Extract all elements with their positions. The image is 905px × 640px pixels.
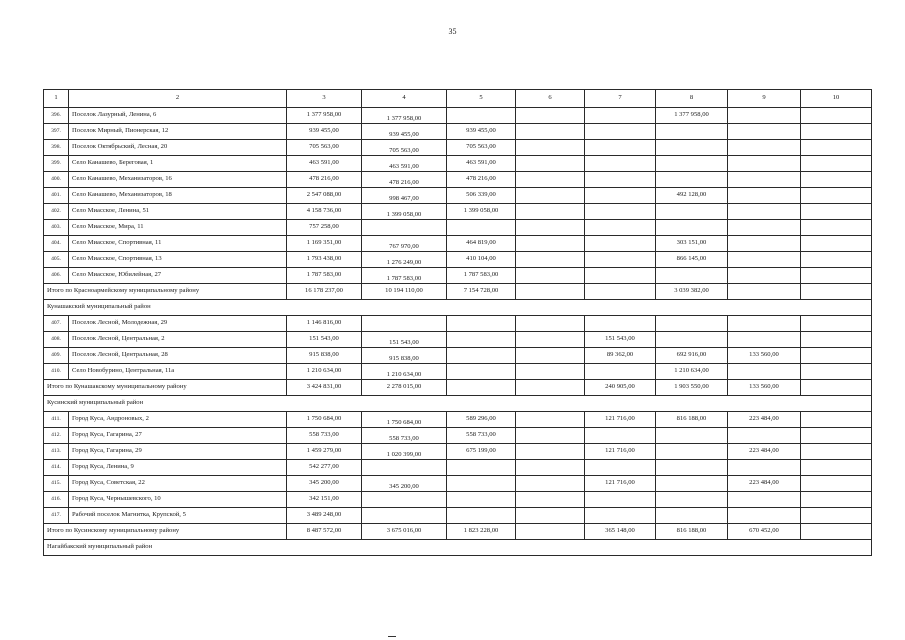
table-row (44, 220, 872, 236)
amount-cell-c4: 151 543,00 (362, 332, 447, 348)
amount-cell-c3: 8 487 572,00 (287, 524, 362, 540)
amount-cell-c6 (516, 188, 585, 204)
amount-cell-c8 (656, 204, 728, 220)
amount-cell-c9: 223 484,00 (728, 412, 801, 428)
address-cell: Поселок Лесной, Центральная, 2 (69, 332, 287, 348)
amount-cell-c8 (656, 428, 728, 444)
table-row (44, 444, 872, 460)
column-header: 5 (447, 90, 516, 108)
amount-cell-c7 (585, 268, 656, 284)
amount-cell-c4 (362, 220, 447, 236)
table-row (44, 492, 872, 508)
amount-cell-c4: 1 750 684,00 (362, 412, 447, 428)
amount-cell-c7 (585, 252, 656, 268)
amount-cell-c5 (447, 508, 516, 524)
table-row (44, 460, 872, 476)
amount-cell-c7 (585, 284, 656, 300)
amount-cell-c4: 998 467,00 (362, 188, 447, 204)
amount-cell-c3: 1 146 816,00 (287, 316, 362, 332)
table-row (44, 156, 872, 172)
amount-cell-c9: 133 560,00 (728, 348, 801, 364)
amount-cell-c6 (516, 220, 585, 236)
amount-cell-c4: 1 020 399,00 (362, 444, 447, 460)
amount-cell-c8: 866 145,00 (656, 252, 728, 268)
row-number: 410. (44, 364, 69, 380)
amount-cell-c3: 542 277,00 (287, 460, 362, 476)
amount-cell-c7 (585, 140, 656, 156)
amount-cell-c4 (362, 460, 447, 476)
amount-cell-c7: 89 362,00 (585, 348, 656, 364)
table-row (44, 108, 872, 124)
table-row (44, 508, 872, 524)
amount-cell-c6 (516, 364, 585, 380)
amount-cell-c6 (516, 316, 585, 332)
address-cell: Город Куса, Гагарина, 29 (69, 444, 287, 460)
amount-cell-c8 (656, 492, 728, 508)
amount-cell-c10 (801, 428, 872, 444)
amount-cell-c8 (656, 316, 728, 332)
amount-cell-c6 (516, 476, 585, 492)
amount-cell-c5 (447, 108, 516, 124)
address-cell: Поселок Лесной, Молодежная, 29 (69, 316, 287, 332)
address-cell: Село Миасское, Мира, 11 (69, 220, 287, 236)
table-row (44, 316, 872, 332)
address-cell: Город Куса, Андроновых, 2 (69, 412, 287, 428)
amount-cell-c6 (516, 156, 585, 172)
amount-cell-c6 (516, 460, 585, 476)
amount-cell-c9: 223 484,00 (728, 444, 801, 460)
column-number-header-row (44, 90, 872, 108)
table-row (44, 476, 872, 492)
amount-cell-c3: 915 838,00 (287, 348, 362, 364)
amount-cell-c5: 7 154 728,00 (447, 284, 516, 300)
amount-cell-c9 (728, 156, 801, 172)
amount-cell-c7 (585, 124, 656, 140)
row-number: 399. (44, 156, 69, 172)
address-cell: Село Миасское, Юбилейная, 27 (69, 268, 287, 284)
table-row (44, 364, 872, 380)
column-header: 8 (656, 90, 728, 108)
amount-cell-c4: 1 210 634,00 (362, 364, 447, 380)
amount-cell-c10 (801, 332, 872, 348)
amount-cell-c4: 1 787 583,00 (362, 268, 447, 284)
amount-cell-c7 (585, 108, 656, 124)
address-cell: Город Куса, Гагарина, 27 (69, 428, 287, 444)
address-cell: Рабочий поселок Магнитка, Крупской, 5 (69, 508, 287, 524)
amount-cell-c9 (728, 124, 801, 140)
address-cell: Село Канашево, Механизаторов, 18 (69, 188, 287, 204)
amount-cell-c7 (585, 172, 656, 188)
amount-cell-c5 (447, 348, 516, 364)
amount-cell-c9 (728, 508, 801, 524)
amount-cell-c4: 2 278 015,00 (362, 380, 447, 396)
amount-cell-c6 (516, 348, 585, 364)
table-row (44, 172, 872, 188)
column-header: 9 (728, 90, 801, 108)
amount-cell-c5: 1 823 228,00 (447, 524, 516, 540)
amount-cell-c4: 915 838,00 (362, 348, 447, 364)
amount-cell-c4: 1 276 249,00 (362, 252, 447, 268)
amount-cell-c10 (801, 220, 872, 236)
amount-cell-c6 (516, 124, 585, 140)
amount-cell-c10 (801, 252, 872, 268)
amount-cell-c8 (656, 476, 728, 492)
column-header: 2 (69, 90, 287, 108)
amount-cell-c7 (585, 460, 656, 476)
total-row (44, 284, 872, 300)
amount-cell-c9 (728, 108, 801, 124)
address-cell: Поселок Лесной, Центральная, 28 (69, 348, 287, 364)
amount-cell-c5: 705 563,00 (447, 140, 516, 156)
amount-cell-c3: 478 216,00 (287, 172, 362, 188)
amount-cell-c3: 1 169 351,00 (287, 236, 362, 252)
amount-cell-c3: 1 377 958,00 (287, 108, 362, 124)
amount-cell-c10 (801, 380, 872, 396)
amount-cell-c5: 1 787 583,00 (447, 268, 516, 284)
amount-cell-c4: 767 970,00 (362, 236, 447, 252)
amount-cell-c3: 345 200,00 (287, 476, 362, 492)
amount-cell-c8 (656, 140, 728, 156)
amount-cell-c9 (728, 316, 801, 332)
amount-cell-c4: 478 216,00 (362, 172, 447, 188)
amount-cell-c4: 558 733,00 (362, 428, 447, 444)
total-label: Итого по Кусинскому муниципальному району (44, 524, 287, 540)
row-number: 412. (44, 428, 69, 444)
amount-cell-c3: 2 547 088,00 (287, 188, 362, 204)
amount-cell-c4 (362, 316, 447, 332)
amount-cell-c9 (728, 492, 801, 508)
section-header-row (44, 396, 872, 412)
amount-cell-c8: 692 916,00 (656, 348, 728, 364)
amount-cell-c4: 3 675 016,00 (362, 524, 447, 540)
amount-cell-c10 (801, 444, 872, 460)
section-title: Кусинский муниципальный район (44, 396, 872, 412)
amount-cell-c6 (516, 236, 585, 252)
amount-cell-c10 (801, 140, 872, 156)
amount-cell-c8 (656, 444, 728, 460)
amount-cell-c9 (728, 140, 801, 156)
table-row (44, 268, 872, 284)
amount-cell-c7: 121 716,00 (585, 444, 656, 460)
amount-cell-c8: 492 128,00 (656, 188, 728, 204)
section-title: Нагайбакский муниципальный район (44, 540, 872, 556)
amount-cell-c9 (728, 172, 801, 188)
amount-cell-c6 (516, 524, 585, 540)
row-number: 417. (44, 508, 69, 524)
amount-cell-c6 (516, 140, 585, 156)
address-cell: Город Куса, Чернышевского, 10 (69, 492, 287, 508)
row-number: 397. (44, 124, 69, 140)
amount-cell-c3: 151 543,00 (287, 332, 362, 348)
amount-cell-c3: 3 489 248,00 (287, 508, 362, 524)
amount-cell-c7 (585, 316, 656, 332)
amount-cell-c6 (516, 172, 585, 188)
amount-cell-c4: 10 194 110,00 (362, 284, 447, 300)
row-number: 402. (44, 204, 69, 220)
row-number: 414. (44, 460, 69, 476)
amount-cell-c3: 463 591,00 (287, 156, 362, 172)
row-number: 405. (44, 252, 69, 268)
amount-cell-c5: 558 733,00 (447, 428, 516, 444)
row-number: 406. (44, 268, 69, 284)
total-row (44, 380, 872, 396)
table-row (44, 348, 872, 364)
amount-cell-c5 (447, 476, 516, 492)
amount-cell-c4: 463 591,00 (362, 156, 447, 172)
amount-cell-c9 (728, 364, 801, 380)
amount-cell-c6 (516, 508, 585, 524)
amount-cell-c7: 151 543,00 (585, 332, 656, 348)
amount-cell-c5: 506 339,00 (447, 188, 516, 204)
amount-cell-c6 (516, 428, 585, 444)
amount-cell-c6 (516, 268, 585, 284)
amount-cell-c8: 1 903 550,00 (656, 380, 728, 396)
address-cell: Поселок Октябрьский, Лесная, 20 (69, 140, 287, 156)
amount-cell-c9 (728, 460, 801, 476)
amount-cell-c8 (656, 124, 728, 140)
amount-cell-c5 (447, 492, 516, 508)
row-number: 401. (44, 188, 69, 204)
amount-cell-c5: 410 104,00 (447, 252, 516, 268)
amount-cell-c7 (585, 188, 656, 204)
column-header: 4 (362, 90, 447, 108)
amount-cell-c9 (728, 236, 801, 252)
amount-cell-c7: 365 148,00 (585, 524, 656, 540)
amount-cell-c5 (447, 220, 516, 236)
page-mark (388, 636, 396, 637)
amount-cell-c5: 464 819,00 (447, 236, 516, 252)
amount-cell-c9: 133 560,00 (728, 380, 801, 396)
amount-cell-c10 (801, 492, 872, 508)
address-cell: Село Новобурино, Центральная, 11а (69, 364, 287, 380)
amount-cell-c8: 816 188,00 (656, 524, 728, 540)
amount-cell-c9 (728, 252, 801, 268)
amount-cell-c9 (728, 428, 801, 444)
amount-cell-c4 (362, 508, 447, 524)
amount-cell-c8: 1 377 958,00 (656, 108, 728, 124)
amount-cell-c10 (801, 124, 872, 140)
amount-cell-c6 (516, 492, 585, 508)
amount-cell-c8: 1 210 634,00 (656, 364, 728, 380)
table-row (44, 140, 872, 156)
amount-cell-c10 (801, 188, 872, 204)
amount-cell-c7 (585, 508, 656, 524)
amount-cell-c4 (362, 492, 447, 508)
address-cell: Село Канашево, Береговая, 1 (69, 156, 287, 172)
amount-cell-c10 (801, 364, 872, 380)
amount-cell-c8 (656, 508, 728, 524)
amount-cell-c3: 16 178 237,00 (287, 284, 362, 300)
table-row (44, 124, 872, 140)
amount-cell-c9 (728, 284, 801, 300)
amount-cell-c5 (447, 316, 516, 332)
total-label: Итого по Красноармейскому муниципальному району (44, 284, 287, 300)
column-header: 1 (44, 90, 69, 108)
amount-cell-c10 (801, 524, 872, 540)
address-cell: Город Куса, Советская, 22 (69, 476, 287, 492)
table-row (44, 188, 872, 204)
row-number: 416. (44, 492, 69, 508)
amount-cell-c6 (516, 444, 585, 460)
address-cell: Село Миасское, Спортивная, 11 (69, 236, 287, 252)
amount-cell-c3: 1 210 634,00 (287, 364, 362, 380)
amount-cell-c9 (728, 220, 801, 236)
address-cell: Поселок Лазурный, Ленина, 6 (69, 108, 287, 124)
amount-cell-c7: 121 716,00 (585, 412, 656, 428)
amount-cell-c10 (801, 108, 872, 124)
amount-cell-c7 (585, 428, 656, 444)
table-row (44, 332, 872, 348)
amount-cell-c3: 4 158 736,00 (287, 204, 362, 220)
amount-cell-c10 (801, 508, 872, 524)
amount-cell-c9 (728, 332, 801, 348)
amount-cell-c6 (516, 204, 585, 220)
amount-cell-c10 (801, 204, 872, 220)
amount-cell-c6 (516, 108, 585, 124)
amount-cell-c9: 670 452,00 (728, 524, 801, 540)
amount-cell-c7 (585, 220, 656, 236)
row-number: 396. (44, 108, 69, 124)
row-number: 415. (44, 476, 69, 492)
row-number: 407. (44, 316, 69, 332)
amount-cell-c8 (656, 156, 728, 172)
column-header: 3 (287, 90, 362, 108)
amount-cell-c10 (801, 476, 872, 492)
amount-cell-c4: 345 200,00 (362, 476, 447, 492)
amount-cell-c4: 1 399 058,00 (362, 204, 447, 220)
section-header-row (44, 300, 872, 316)
page-number: 35 (448, 27, 457, 36)
amount-cell-c5: 478 216,00 (447, 172, 516, 188)
total-label: Итого по Кунашакскому муниципальному району (44, 380, 287, 396)
amount-cell-c3: 705 563,00 (287, 140, 362, 156)
address-cell: Город Куса, Ленина, 9 (69, 460, 287, 476)
amount-cell-c8: 3 039 382,00 (656, 284, 728, 300)
address-cell: Село Канашево, Механизаторов, 16 (69, 172, 287, 188)
column-header: 6 (516, 90, 585, 108)
amount-cell-c3: 757 258,00 (287, 220, 362, 236)
section-header-row (44, 540, 872, 556)
amount-cell-c4: 1 377 958,00 (362, 108, 447, 124)
row-number: 404. (44, 236, 69, 252)
table-row (44, 236, 872, 252)
amount-cell-c5: 589 296,00 (447, 412, 516, 428)
amount-cell-c8 (656, 268, 728, 284)
amount-cell-c6 (516, 380, 585, 396)
amount-cell-c9 (728, 188, 801, 204)
amount-cell-c3: 1 459 279,00 (287, 444, 362, 460)
amount-cell-c3: 3 424 831,00 (287, 380, 362, 396)
row-number: 398. (44, 140, 69, 156)
amount-cell-c3: 1 787 583,00 (287, 268, 362, 284)
table-row (44, 204, 872, 220)
row-number: 411. (44, 412, 69, 428)
amount-cell-c5: 463 591,00 (447, 156, 516, 172)
row-number: 413. (44, 444, 69, 460)
amount-cell-c6 (516, 332, 585, 348)
amount-cell-c8 (656, 172, 728, 188)
amount-cell-c7 (585, 204, 656, 220)
amount-cell-c4: 939 455,00 (362, 124, 447, 140)
row-number: 409. (44, 348, 69, 364)
row-number: 403. (44, 220, 69, 236)
address-cell: Поселок Мирный, Пионерская, 12 (69, 124, 287, 140)
amount-cell-c8: 816 188,00 (656, 412, 728, 428)
amount-cell-c10 (801, 348, 872, 364)
amount-cell-c7 (585, 364, 656, 380)
section-title: Кунашакский муниципальный район (44, 300, 872, 316)
amount-cell-c8 (656, 460, 728, 476)
amount-cell-c10 (801, 284, 872, 300)
amount-cell-c9 (728, 268, 801, 284)
amount-cell-c3: 1 750 684,00 (287, 412, 362, 428)
amount-cell-c10 (801, 412, 872, 428)
amount-cell-c3: 1 793 438,00 (287, 252, 362, 268)
amount-cell-c6 (516, 252, 585, 268)
amount-cell-c7 (585, 492, 656, 508)
amount-cell-c10 (801, 316, 872, 332)
address-cell: Село Миасское, Спортивная, 13 (69, 252, 287, 268)
amount-cell-c5 (447, 460, 516, 476)
amount-cell-c5 (447, 380, 516, 396)
address-cell: Село Миасское, Ленина, 51 (69, 204, 287, 220)
row-number: 408. (44, 332, 69, 348)
amount-cell-c10 (801, 268, 872, 284)
data-table (43, 89, 872, 556)
amount-cell-c8: 303 151,00 (656, 236, 728, 252)
row-number: 400. (44, 172, 69, 188)
total-row (44, 524, 872, 540)
amount-cell-c10 (801, 172, 872, 188)
amount-cell-c10 (801, 460, 872, 476)
amount-cell-c6 (516, 284, 585, 300)
amount-cell-c5: 939 455,00 (447, 124, 516, 140)
column-header: 10 (801, 90, 872, 108)
amount-cell-c3: 558 733,00 (287, 428, 362, 444)
amount-cell-c8 (656, 220, 728, 236)
amount-cell-c8 (656, 332, 728, 348)
amount-cell-c10 (801, 156, 872, 172)
amount-cell-c4: 705 563,00 (362, 140, 447, 156)
table-row (44, 428, 872, 444)
amount-cell-c10 (801, 236, 872, 252)
column-header: 7 (585, 90, 656, 108)
amount-cell-c7: 121 716,00 (585, 476, 656, 492)
amount-cell-c7: 240 905,00 (585, 380, 656, 396)
amount-cell-c9: 223 484,00 (728, 476, 801, 492)
amount-cell-c9 (728, 204, 801, 220)
amount-cell-c3: 342 151,00 (287, 492, 362, 508)
amount-cell-c5 (447, 364, 516, 380)
amount-cell-c3: 939 455,00 (287, 124, 362, 140)
table-row (44, 412, 872, 428)
amount-cell-c7 (585, 236, 656, 252)
table-row (44, 252, 872, 268)
amount-cell-c5: 675 199,00 (447, 444, 516, 460)
amount-cell-c7 (585, 156, 656, 172)
amount-cell-c5 (447, 332, 516, 348)
amount-cell-c5: 1 399 058,00 (447, 204, 516, 220)
amount-cell-c6 (516, 412, 585, 428)
